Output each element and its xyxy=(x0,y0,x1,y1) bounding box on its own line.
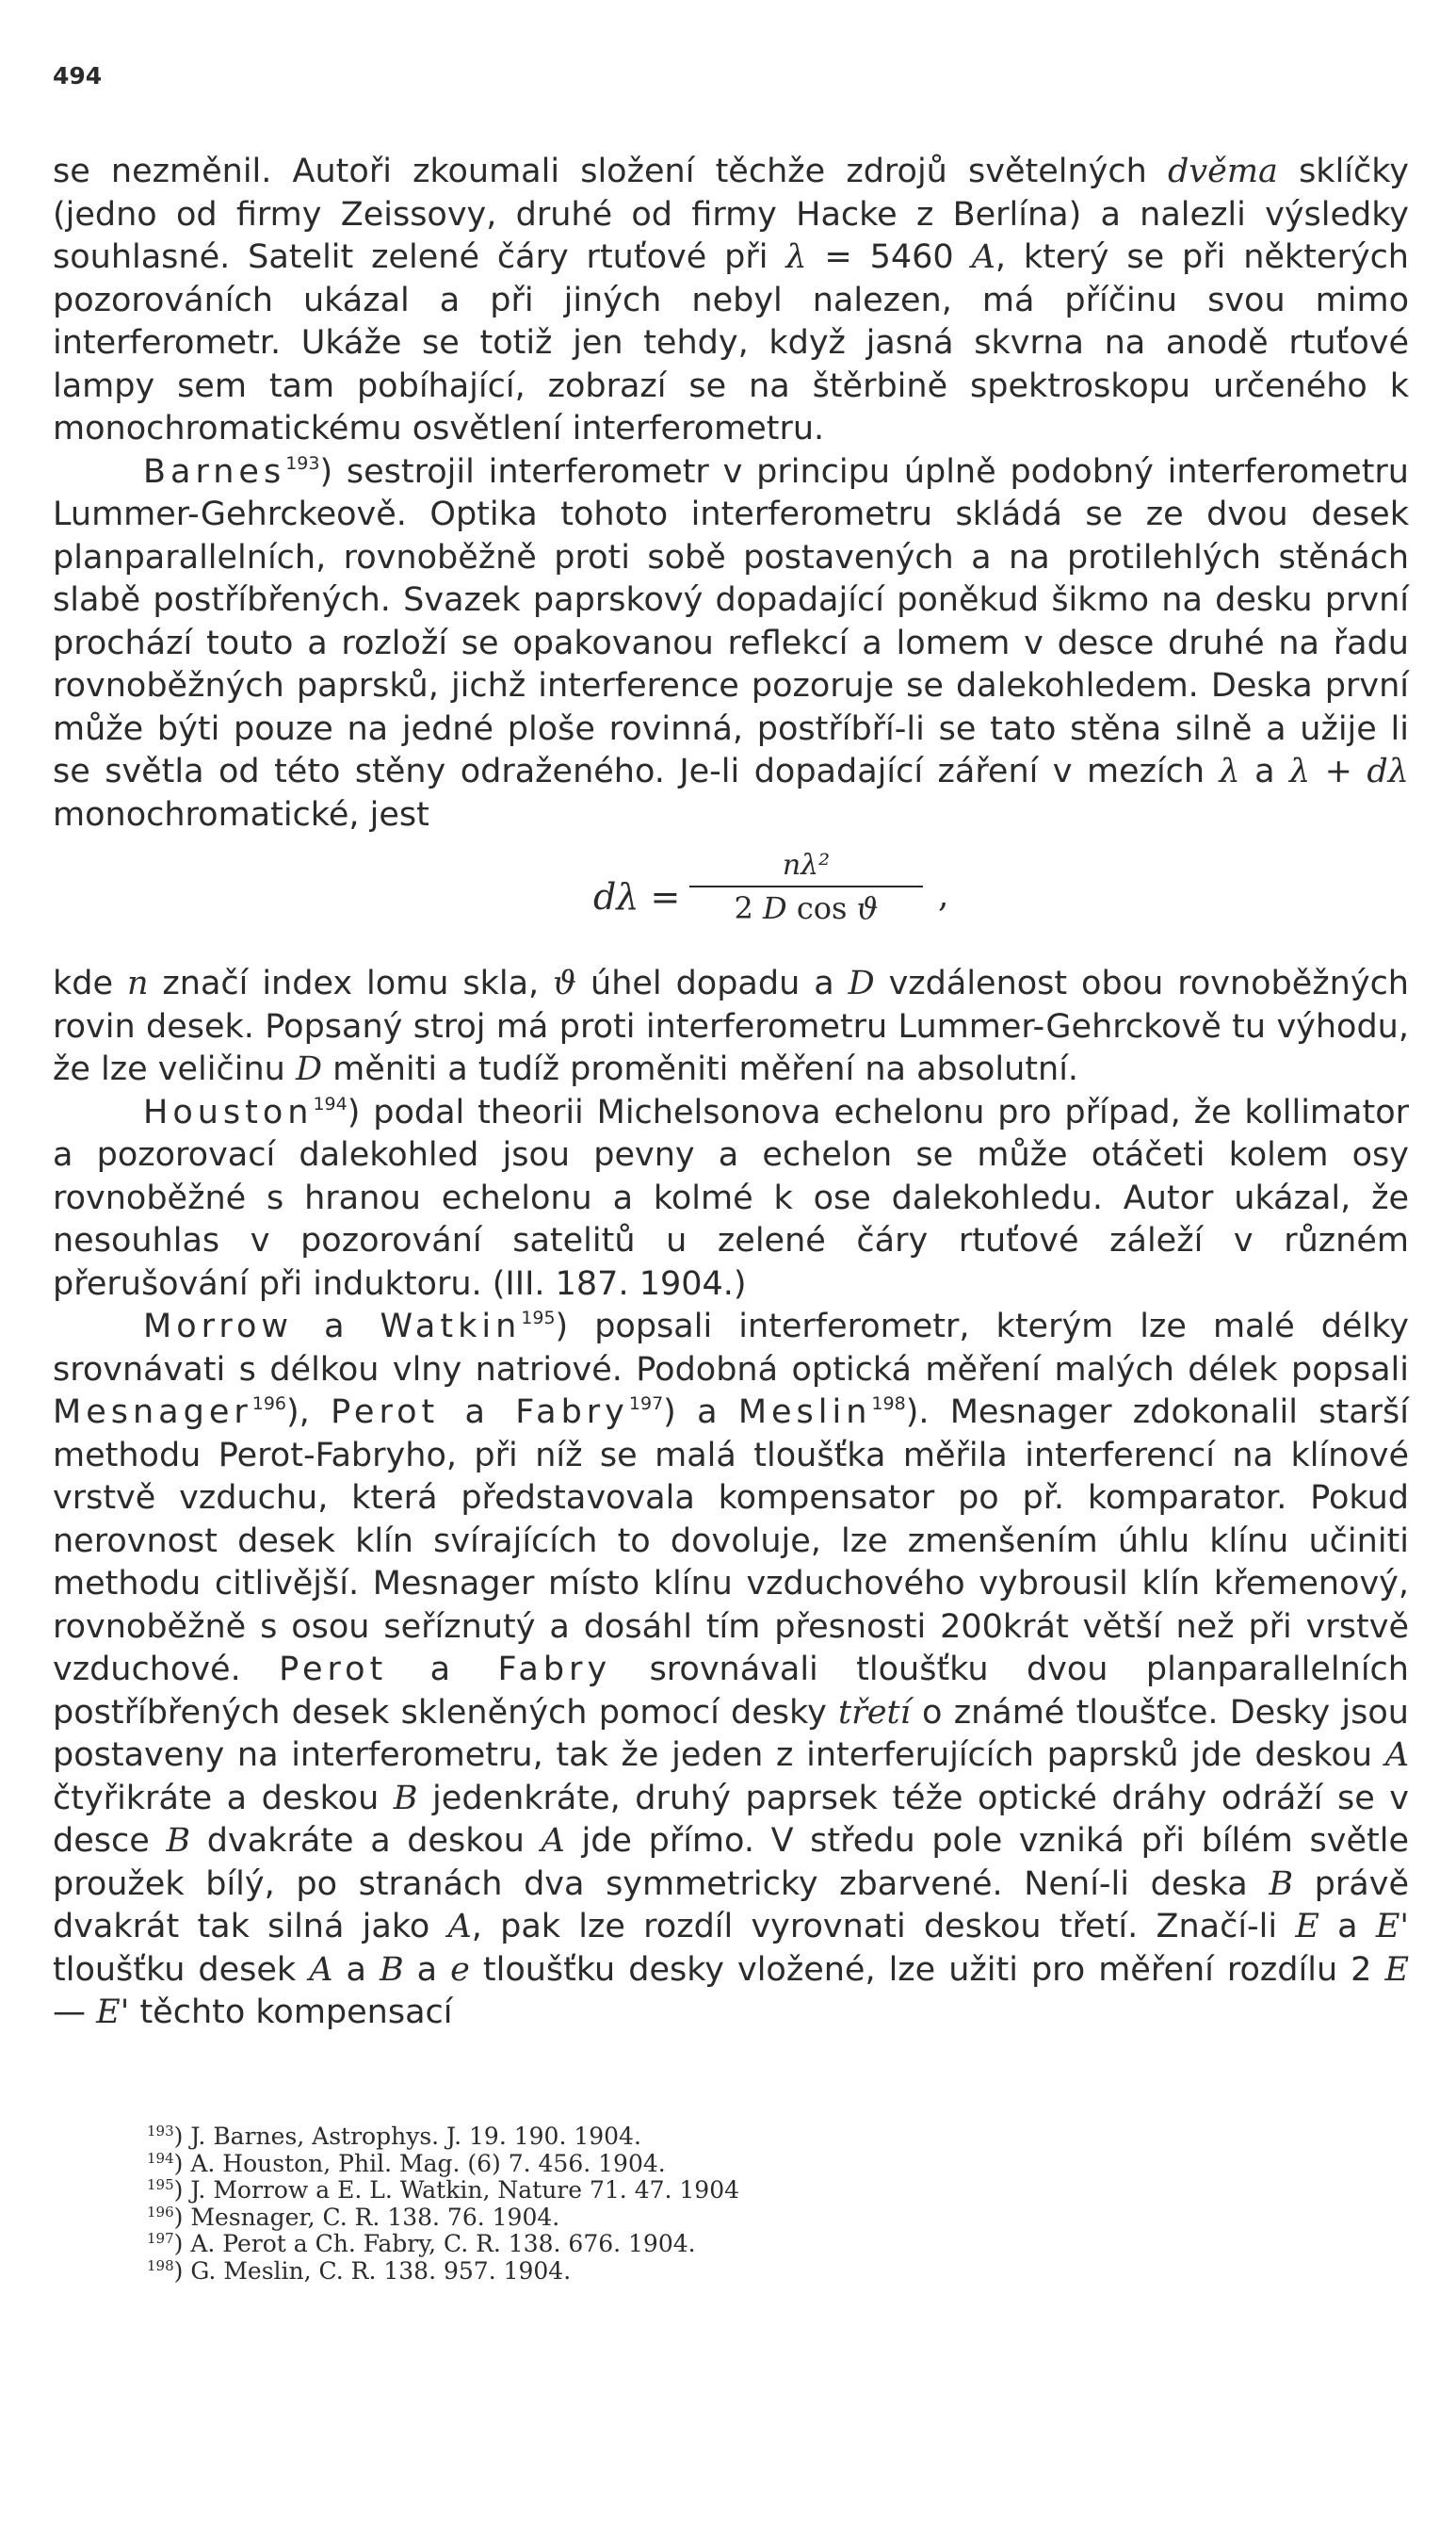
paragraph-kde: kde n značí index lomu skla, ϑ úhel dopadu a D vzdálenost obou rovnoběžných rovin desek. Popsaný stroj má proti interferometru Lummer-Gehrckově tu výhodu, že lze veličinu D měniti a tudíž proměniti měření na absolutní. xyxy=(53,965,1409,1088)
footnotes xyxy=(147,2123,1371,2285)
footnote: $^{198}$) G. Meslin, C. R. 138. 957. 1904. xyxy=(147,2256,572,2285)
equation-denominator: 2 D cos ϑ xyxy=(734,890,879,926)
page-body xyxy=(53,151,1409,2035)
footnote: $^{197}$) A. Perot a Ch. Fabry, C. R. 138. 676. 1904. xyxy=(147,2230,696,2257)
page-number: 494 xyxy=(53,62,103,89)
paragraph-houston: Houston$^{194}$) podal theorii Michelsonova echelonu pro případ, že kollimator a pozorovací dalekohled jsou pevny a echelon se může otáčeti kolem osy rovnoběžné s hranou echelonu a kolmé k ose dalekohledu. Autor ukázal, že nesouhlas v pozorování satelitů u zelené čáry rtuťové záleží v různém přerušování při induktoru. (III. 187. 1904.) xyxy=(53,1093,1409,1303)
equation: dλ = nλ² 2 D cos ϑ , xyxy=(53,837,1409,963)
footnote: $^{194}$) A. Houston, Phil. Mag. (6) 7. 456. 1904. xyxy=(147,2149,666,2177)
footnote: $^{195}$) J. Morrow a E. L. Watkin, Nature 71. 47. 1904 xyxy=(147,2176,740,2204)
footnote: $^{193}$) J. Barnes, Astrophys. J. 19. 190. 1904. xyxy=(147,2123,641,2150)
footnote: $^{196}$) Mesnager, C. R. 138. 76. 1904. xyxy=(147,2203,560,2231)
paragraph-barnes: Barnes$^{193}$) sestrojil interferometr v principu úplně podobný interferometru Lummer-Gehrckeově. Optika tohoto interferometru skládá se ze dvou desek planparallelních, rovnoběžně proti sobě postavených a na protilehlých stěnách slabě postříbřených. Svazek paprskový dopadající poněkud šikmo na desku první prochází touto a rozloží se opakovanou reflekcí a lomem v desce druhé na řadu rovnoběžných paprsků, jichž interference pozoruje se dalekohledem. Deska první může býti pouze na jedné ploše rovinná, postříbří-li se tato stěna silně a užije li se světla od této stěny odraženého. Je-li dopadající záření v mezích λ a λ + dλ monochromatické, jest xyxy=(53,452,1409,834)
paragraph-1: se nezměnil. Autoři zkoumali složení těchže zdrojů světelných dvěma sklíčky (jedno od firmy Zeissovy, druhé od firmy Hacke z Berlína) a nalezli výsledky souhlasné. Satelit zelené čáry rtuťové při λ = 5460 A, který se při některých pozorováních ukázal a při jiných nebyl nalezen, má příčinu svou mimo interferometr. Ukáže se totiž jen tehdy, když jasná skvrna na anodě rtuťové lampy sem tam pobíhající, zobrazí se na štěrbině spektroskopu určeného k monochromatickému osvětlení interferometru. xyxy=(53,153,1409,447)
equation-fraction xyxy=(684,846,929,929)
paragraph-morrow: Morrow a Watkin$^{195}$) popsali interferometr, kterým lze malé délky srovnávati s délkou vlny natriové. Podobná optická měření malých délek popsali Mesnager$^{196}$), Perot a Fabry$^{197}$) a Meslin$^{198}$). Mesnager zdokonalil starší methodu Perot-Fabryho, při níž se malá tloušťka měřila interferencí na klínové vrstvě vzduchu, která představovala kompensator po př. komparator. Pokud nerovnost desek klín svírajících to dovoluje, lze zmenšením úhlu klínu učiniti methodu citlivější. Mesnager místo klínu vzduchového vybrousil klín křemenový, rovnoběžně s osou seříznutý a dosáhl tím přesnosti 200krát větší než při vrstvě vzduchové. Perot a Fabry srovnávali tloušťku dvou planparallelních postříbřených desek skleněných pomocí desky třetí o známé tloušťce. Desky jsou postaveny na interferometru, tak že jeden z interferujících paprsků jde deskou A čtyřikráte a deskou B jedenkráte, druhý paprsek téže optické dráhy odráží se v desce B dvakráte a deskou A jde přímo. V středu pole vzniká při bílém světle proužek bílý, po stranách dva symmetricky zbarvené. Není-li deska B právě dvakrát tak silná jako A, pak lze rozdíl vyrovnati deskou třetí. Značí-li E a E' tloušťku desek A a B a e tloušťku desky vložené, lze užiti pro měření rozdílu 2 E — E' těchto kompensací xyxy=(53,1308,1410,2031)
equation-numerator: nλ² xyxy=(782,849,831,882)
